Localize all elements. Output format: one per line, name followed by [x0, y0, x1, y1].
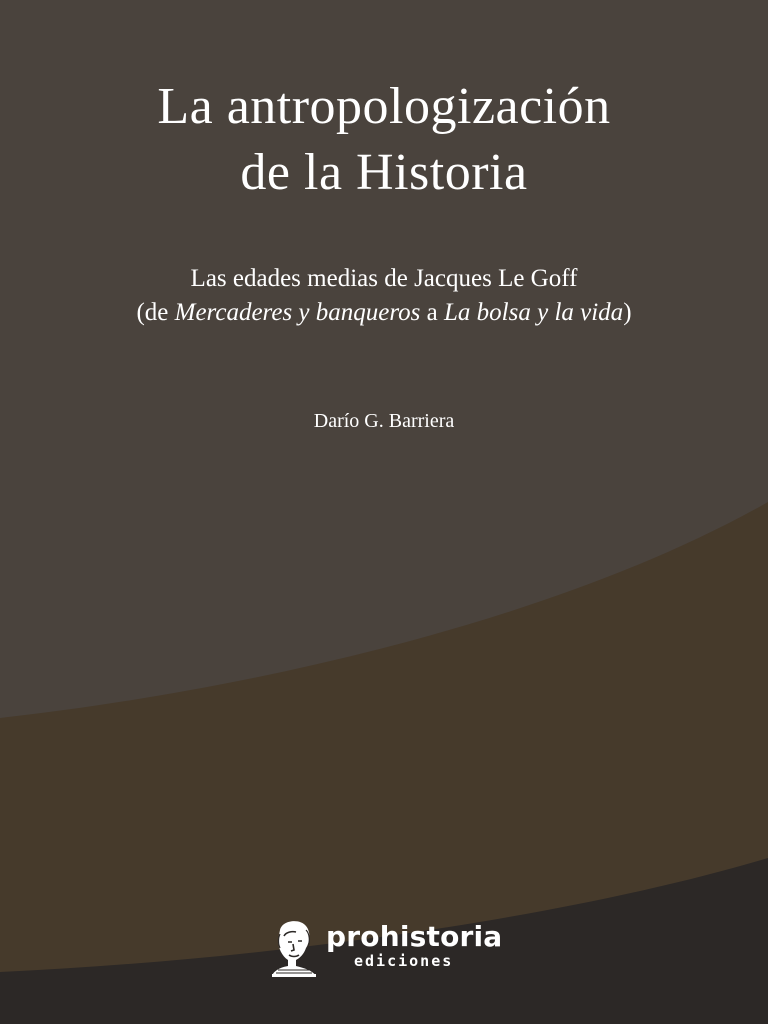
publisher-subtitle: ediciones	[354, 952, 454, 970]
title-line-1: La antropologización	[157, 78, 611, 135]
subtitle-work-2: La bolsa y la vida	[444, 299, 624, 326]
subtitle-middle: a	[420, 299, 445, 326]
book-title	[0, 74, 768, 206]
subtitle-work-1: Mercaderes y banqueros	[174, 299, 421, 326]
portrait-icon	[266, 916, 322, 978]
subtitle-line-2	[0, 296, 768, 330]
book-subtitle	[0, 262, 768, 330]
subtitle-open: (de	[136, 299, 175, 326]
subtitle-close: )	[623, 299, 632, 326]
subtitle-line-1: Las edades medias de Jacques Le Goff	[190, 265, 578, 292]
publisher-logo	[266, 916, 516, 978]
author-name: Darío G. Barriera	[313, 410, 455, 432]
publisher-name: prohistoria	[326, 920, 503, 953]
title-line-2: de la Historia	[240, 144, 528, 201]
